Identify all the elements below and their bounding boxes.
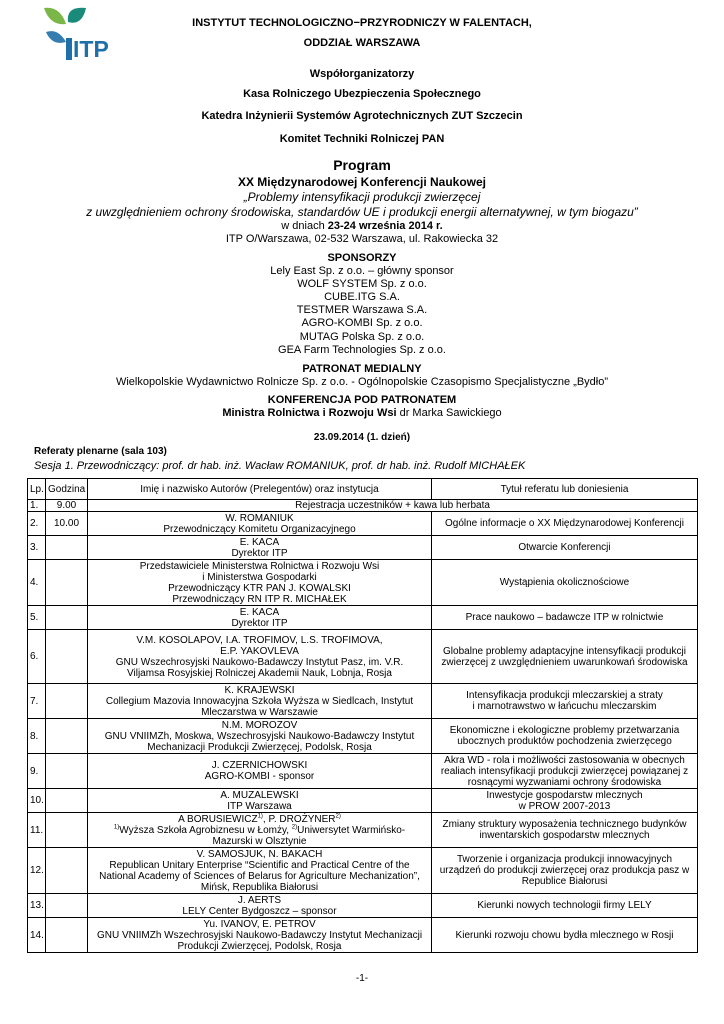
session-chairs: Sesja 1. Przewodniczący: prof. dr hab. inż. Wacław ROMANIUK, prof. dr hab. inż. Rudolf MICHAŁEK	[34, 460, 526, 472]
program-table	[27, 478, 698, 953]
row-lp: 14.	[28, 918, 46, 953]
date-value: 23-24 września 2014 r.	[327, 220, 443, 232]
table-header-row	[28, 479, 698, 500]
conference-theme-2: z uwzględnieniem ochrony środowiska, standardów UE i produkcji energii alternatywnej, w tym biogazu”	[86, 205, 638, 219]
table-row	[28, 918, 698, 953]
row-authors: A. MUZALEWSKI ITP Warszawa	[88, 789, 432, 813]
page-number: -1-	[355, 973, 369, 984]
row-title: Akra WD - rola i możliwości zastosowania w obecnych realiach intensyfikacji produkcji zwierzęcej powiązanej z rosnącymi wyzwaniami ochrony środowiska	[432, 754, 698, 789]
row-authors: W. ROMANIUK Przewodniczący Komitetu Organizacyjnego	[88, 512, 432, 536]
footnote-mark: 2)	[291, 824, 298, 831]
sponsors-title: SPONSORZY	[327, 252, 397, 264]
footnote-mark: 1)	[257, 813, 263, 820]
row-lp: 1.	[28, 500, 46, 512]
row-authors: V. SAMOSJUK, N. BAKACH Republican Unitary Enterprise “Scientific and Practical Centre of the National Academy of Sciences of Belarus for Agriculture Mechanization”, Mińsk, Republika Białorusi	[88, 848, 432, 894]
table-row	[28, 630, 698, 684]
conference-venue: ITP O/Warszawa, 02-532 Warszawa, ul. Rakowiecka 32	[225, 233, 499, 245]
author-names-b: , P. DROŻYNER	[262, 813, 336, 825]
row-authors	[88, 813, 432, 848]
media-title: PATRONAT MEDIALNY	[302, 363, 422, 375]
row-authors: N.M. MOROZOV GNU VNIIMZh, Moskwa, Wszechrosyjski Naukowo-Badawczy Instytut Mechanizacji Produkcji Zwierzęcej, Podolsk, Rosja	[88, 719, 432, 754]
row-lp: 10.	[28, 789, 46, 813]
institute-branch: ODDZIAŁ WARSZAWA	[303, 37, 421, 49]
row-title: Kierunki rozwoju chowu bydła mlecznego w Rosji	[432, 918, 698, 953]
media-text: Wielkopolskie Wydawnictwo Rolnicze Sp. z o.o. - Ogólnopolskie Czasopismo Specjalistyczne „Bydło”	[115, 376, 609, 388]
row-title: Ogólne informacje o XX Międzynarodowej Konferencji	[432, 512, 698, 536]
row-lp: 12.	[28, 848, 46, 894]
row-lp: 8.	[28, 719, 46, 754]
table-row	[28, 754, 698, 789]
table-row	[28, 789, 698, 813]
sponsor-7: GEA Farm Technologies Sp. z o.o.	[278, 344, 446, 356]
program-title: Program	[333, 157, 391, 173]
row-title: Otwarcie Konferencji	[432, 536, 698, 560]
sponsor-5: AGRO-KOMBI Sp. z o.o.	[301, 317, 423, 329]
row-lp: 7.	[28, 684, 46, 719]
row-lp: 13.	[28, 894, 46, 918]
itp-logo	[42, 6, 122, 62]
affiliation-2b: Mazurski w Olsztynie	[212, 835, 307, 847]
row-lp: 5.	[28, 606, 46, 630]
row-time	[46, 719, 88, 754]
table-row	[28, 848, 698, 894]
conference-theme-1: „Problemy intensyfikacji produkcji zwierzęcej	[243, 190, 481, 204]
table-row	[28, 813, 698, 848]
plenary-heading: Referaty plenarne (sala 103)	[34, 446, 167, 457]
row-time	[46, 606, 88, 630]
date-prefix: w dniach	[281, 220, 328, 232]
row-lp: 2.	[28, 512, 46, 536]
table-row	[28, 606, 698, 630]
patronage-minister: Ministra Rolnictwa i Rozwoju Wsi	[222, 407, 397, 419]
table-row	[28, 500, 698, 512]
row-time	[46, 848, 88, 894]
row-title: Globalne problemy adaptacyjne intensyfikacji produkcji zwierzęcej z uwzględnieniem uwarunkowań środowiska	[432, 630, 698, 684]
registration-text: Rejestracja uczestników + kawa lub herbata	[88, 500, 698, 512]
table-row	[28, 536, 698, 560]
row-time	[46, 684, 88, 719]
row-title: Prace naukowo – badawcze ITP w rolnictwie	[432, 606, 698, 630]
sponsor-4: TESTMER Warszawa S.A.	[296, 304, 428, 316]
coorganizer-3: Komitet Techniki Rolniczej PAN	[279, 133, 445, 145]
row-title: Intensyfikacja produkcji mleczarskiej a straty i marnotrawstwo w łańcuchu mleczarskim	[432, 684, 698, 719]
row-title: Wystąpienia okolicznościowe	[432, 560, 698, 606]
row-title: Ekonomiczne i ekologiczne problemy przetwarzania ubocznych produktów pochodzenia zwierzęcego	[432, 719, 698, 754]
footnote-mark: 1)	[113, 824, 120, 831]
row-authors: K. KRAJEWSKI Collegium Mazovia Innowacyjna Szkoła Wyższa w Siedlcach, Instytut Mleczarstwa w Warszawie	[88, 684, 432, 719]
logo-text: ITP	[73, 36, 109, 62]
row-title: Zmiany struktury wyposażenia technicznego budynków inwentarskich gospodarstw mlecznych	[432, 813, 698, 848]
table-row	[28, 719, 698, 754]
col-authors: Imię i nazwisko Autorów (Prelegentów) oraz instytucja	[88, 479, 432, 500]
row-authors: J. AERTS LELY Center Bydgoszcz – sponsor	[88, 894, 432, 918]
row-title: Tworzenie i organizacja produkcji innowacyjnych urządzeń do produkcji zwierzęcej oraz produkcja pasz w Republice Białorusi	[432, 848, 698, 894]
table-row	[28, 684, 698, 719]
row-time	[46, 789, 88, 813]
row-lp: 6.	[28, 630, 46, 684]
sponsor-6: MUTAG Polska Sp. z o.o.	[299, 331, 425, 343]
row-time	[46, 894, 88, 918]
row-lp: 9.	[28, 754, 46, 789]
row-time	[46, 560, 88, 606]
row-authors: E. KACA Dyrektor ITP	[88, 536, 432, 560]
day-heading: 23.09.2014 (1. dzień)	[313, 432, 411, 443]
row-authors: Yu. IVANOV, E. PETROV GNU VNIIMZh Wszechrosyjski Naukowo-Badawczy Instytut Mechanizacji Produkcji Zwierzęcej, Podolsk, Rosja	[88, 918, 432, 953]
author-names: A BORUSIEWICZ	[178, 813, 258, 825]
row-authors: J. CZERNICHOWSKI AGRO-KOMBI - sponsor	[88, 754, 432, 789]
row-time: 9.00	[46, 500, 88, 512]
affiliation-2: Uniwersytet Warmińsko-	[297, 824, 406, 836]
conference-dates	[0, 220, 724, 232]
row-title: Kierunki nowych technologii firmy LELY	[432, 894, 698, 918]
conference-name: XX Międzynarodowej Konferencji Naukowej	[237, 175, 487, 189]
patronage-title: KONFERENCJA POD PATRONATEM	[267, 394, 457, 406]
sponsor-2: WOLF SYSTEM Sp. z o.o.	[297, 278, 427, 290]
row-time	[46, 536, 88, 560]
row-time: 10.00	[46, 512, 88, 536]
footnote-mark: 2)	[335, 813, 341, 820]
table-row	[28, 512, 698, 536]
coorganizer-1: Kasa Rolniczego Ubezpieczenia Społecznego	[243, 88, 481, 100]
coorganizers-title: Współorganizatorzy	[309, 68, 415, 80]
row-time	[46, 918, 88, 953]
row-time	[46, 630, 88, 684]
row-authors: V.M. KOSOLAPOV, I.A. TROFIMOV, L.S. TROFIMOVA, E.P. YAKOVLEVA GNU Wszechrosyjski Naukowo-Badawczy Instytut Pasz, im. V.R. Viljamsa Rosyjskiej Rolniczej Akademii Nauk, Lobnja, Rosja	[88, 630, 432, 684]
col-title: Tytuł referatu lub doniesienia	[432, 479, 698, 500]
row-lp: 4.	[28, 560, 46, 606]
affiliation-1: Wyższa Szkoła Agrobiznesu w Łomży,	[119, 824, 292, 836]
patronage-text	[0, 407, 724, 419]
row-lp: 3.	[28, 536, 46, 560]
sponsor-3: CUBE.ITG S.A.	[324, 291, 400, 303]
table-row	[28, 560, 698, 606]
col-time: Godzina	[46, 479, 88, 500]
row-title: Inwestycje gospodarstw mlecznych w PROW 2007-2013	[432, 789, 698, 813]
row-time	[46, 754, 88, 789]
row-authors: Przedstawiciele Ministerstwa Rolnictwa i Rozwoju Wsi i Ministerstwa Gospodarki Przewodniczący KTR PAN J. KOWALSKI Przewodniczący RN ITP R. MICHAŁEK	[88, 560, 432, 606]
coorganizer-2: Katedra Inżynierii Systemów Agrotechnicznych ZUT Szczecin	[201, 110, 523, 122]
row-time	[46, 813, 88, 848]
table-row	[28, 894, 698, 918]
row-authors: E. KACA Dyrektor ITP	[88, 606, 432, 630]
sponsor-1: Lely East Sp. z o.o. – główny sponsor	[270, 265, 454, 277]
institute-name: INSTYTUT TECHNOLOGICZNO−PRZYRODNICZY W FALENTACH,	[192, 17, 532, 29]
col-lp: Lp.	[28, 479, 46, 500]
row-lp: 11.	[28, 813, 46, 848]
patronage-person: dr Marka Sawickiego	[396, 407, 502, 419]
